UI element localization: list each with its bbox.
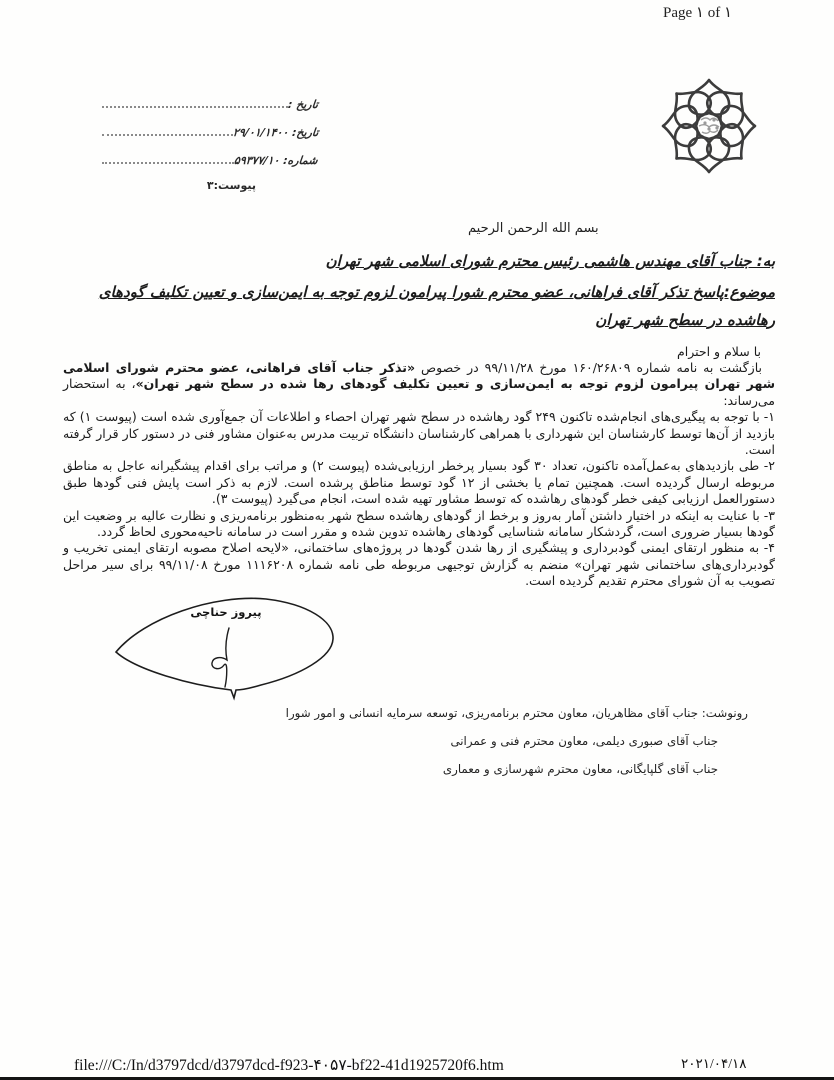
date-label: تاریخ : — [287, 98, 319, 111]
cc-line: جناب آقای گلپایگانی، معاون محترم شهرسازی و معماری — [442, 762, 718, 776]
signatory-name: پیروز حناچی — [190, 605, 262, 619]
stamped-number: شماره: ۵۹۳۷۷/۱۰ — [233, 154, 319, 167]
salutation: با سلام و احترام — [677, 344, 761, 359]
letterhead-stamped-number-row — [98, 151, 318, 167]
point-1: ۱- با توجه به پیگیری‌های انجام‌شده تاکنون ۲۴۹ گود رهاشده در سطح شهر تهران احصاء و اطلاعات آن جمع‌آوری شده است (پیوست ۱) که بازدید از آن‌ها توسط کارشناسان این شهرداری با همراهی کارشناسان دانشگاه تربیت مدرس به‌عنوان مشاور فنی در دستور کار قرار گرفته است. — [63, 409, 775, 458]
letterhead-fields — [98, 95, 318, 192]
dotted-leader — [102, 162, 234, 164]
footer-file-url: file:///C:/In/d3797dcd/d3797dcd-f923-۴۰۵۷-bf22-41d1925720f6.htm — [74, 1057, 504, 1074]
dotted-leader — [102, 106, 288, 108]
letter-body — [63, 252, 775, 590]
stamped-date: تاریخ: ۲۹/۰۱/۱۴۰۰ — [231, 126, 319, 139]
page-number: Page ۱ of ۱ — [663, 5, 733, 21]
letterhead-stamped-date-row — [98, 123, 318, 139]
attachment-label: پیوست:۳ — [206, 179, 256, 192]
footer-date: ۲۰۲۱/۰۴/۱۸ — [681, 1056, 747, 1071]
recipient-line: به: جناب آقای مهندس هاشمی رئیس محترم شورای اسلامی شهر تهران — [325, 252, 775, 270]
subject-line: موضوع:پاسخ تذکر آقای فراهانی، عضو محترم شورا پیرامون لزوم توجه به ایمن‌سازی و تعیین تکلیف گودهای رهاشده در سطح شهر تهران — [98, 283, 775, 329]
signature-block — [110, 590, 342, 702]
intro-emphasis: «تذکر جناب آقای فراهانی، عضو محترم شورای اسلامی شهر تهران پیرامون لزوم توجه به ایمن‌سازی و تعیین تکلیف گودهای رها شده در سطح شهر تهران» — [63, 360, 775, 392]
bismillah: بسم الله الرحمن الرحیم — [468, 221, 599, 236]
logo-center-calligraphy — [699, 118, 719, 133]
intro-paragraph — [63, 360, 775, 409]
cc-block — [286, 706, 748, 790]
cc-line: رونوشت: جناب آقای مظاهریان، معاون محترم برنامه‌ریزی، توسعه سرمایه انسانی و امور شورا — [285, 706, 748, 720]
intro-text: بازگشت به نامه شماره ۱۶۰/۲۶۸۰۹ مورخ ۹۹/۱۱/۲۸ در خصوص — [415, 360, 762, 375]
point-4: ۴- به منظور ارتقای ایمنی گودبرداری و پیشگیری از رها شدن گودها در پروژه‌های ساختمانی، «لایحه اصلاح مصوبه ارتقای ایمنی تخریب و گودبرداری‌های ساختمانی شهر تهران» منضم به گزارش توجیهی مربوطه طی نامه شماره ۱۱۱۶۲۰۸ مورخ ۹۹/۱۱/۰۸ برای سیر مراحل تصویب به آن شورای محترم تقدیم گردیده است. — [63, 540, 775, 589]
dotted-leader — [102, 134, 233, 136]
letterhead-date-row — [98, 95, 318, 111]
cc-line: جناب آقای صبوری دیلمی، معاون محترم فنی و عمرانی — [450, 734, 718, 748]
point-3: ۳- با عنایت به اینکه در اختیار داشتن آمار به‌روز و برخط از گودهای رهاشده سطح شهر به‌منظور برنامه‌ریزی و نظارت عالیه بر وضعیت این گودها بسیار ضروری است، گردشکار سامانه شناسایی گودهای رهاشده تدوین شده و مقرر است در سامانه ناحیه‌محوری لحاظ گردد. — [63, 507, 775, 540]
tehran-municipality-logo-icon — [658, 76, 760, 176]
intro-text: ، به استحضار می‌رساند: — [63, 376, 775, 408]
point-2: ۲- طی بازدیدهای به‌عمل‌آمده تاکنون، تعداد ۳۰ گود بسیار پرخطر ارزیابی‌شده (پیوست ۲) و مراتب برای اقدام پیشگیرانه عاجل به مناطق مربوطه ارسال گردیده است. همچنین تمام یا بخشی از ۱۲ گود توسط مناطق پرشده است. لازم به ذکر است پایش فنی گودها طبق دستورالعمل ارزیابی کیفی خطر گودهای رهاشده که توسط مشاور تهیه شده است، انجام می‌گیرد (پیوست ۳). — [63, 458, 775, 507]
